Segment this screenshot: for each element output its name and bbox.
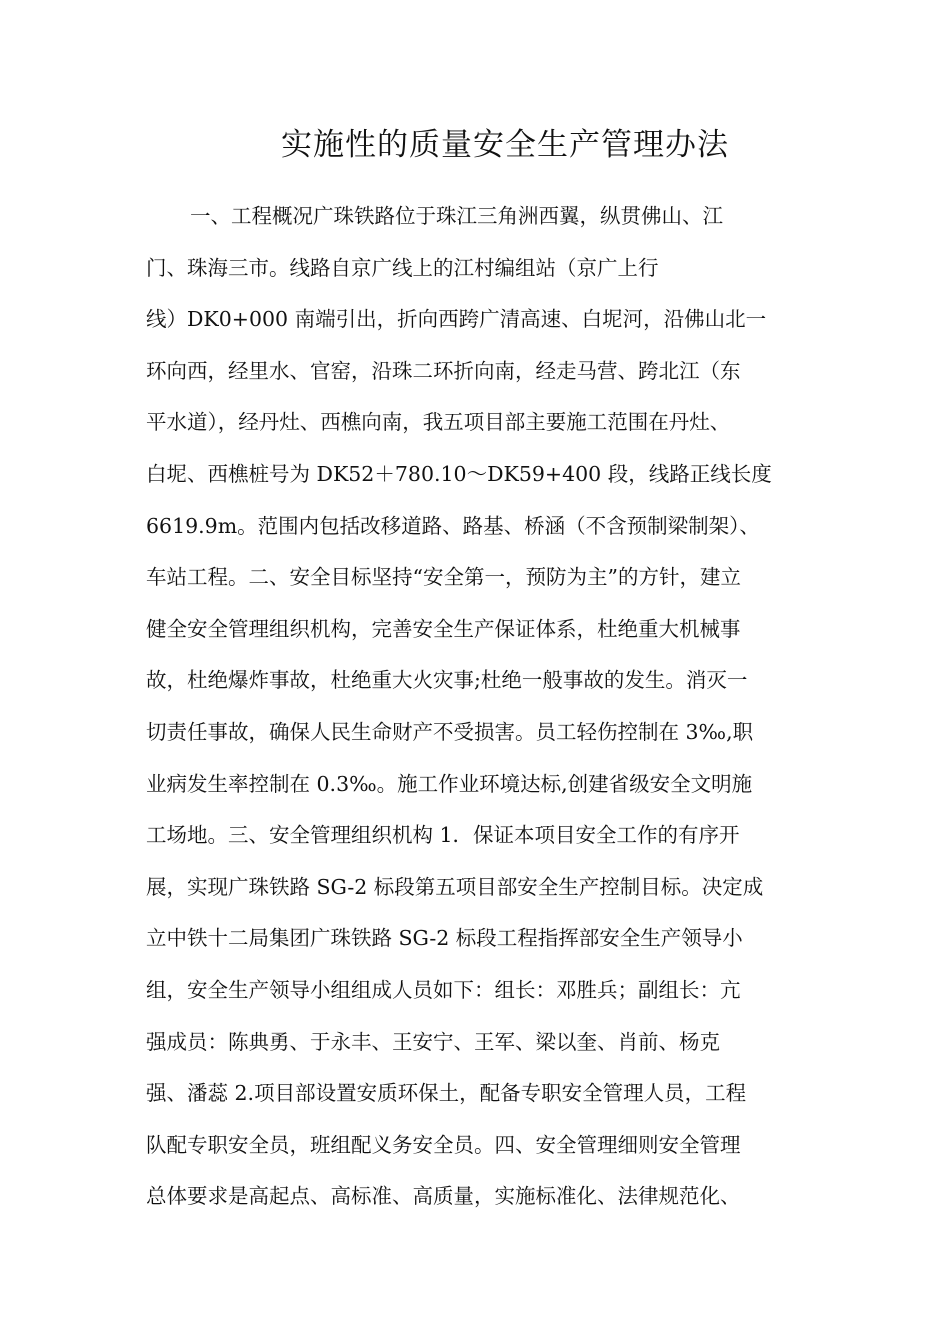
paragraph-line: 故，杜绝爆炸事故，杜绝重大火灾事;杜绝一般事故的发生。消灭一 — [146, 668, 748, 693]
paragraph-line: 立中铁十二局集团广珠铁路 SG-2 标段工程指挥部安全生产领导小 — [146, 926, 743, 951]
paragraph-line: 线）DK0+000 南端引出，折向西跨广清高速、白坭河，沿佛山北一 — [146, 307, 767, 332]
paragraph-line: 环向西，经里水、官窑，沿珠二环折向南，经走马营、跨北江（东 — [146, 358, 741, 383]
paragraph-line: 组，安全生产领导小组组成人员如下：组长：邓胜兵；副组长：亢 — [146, 977, 741, 1002]
paragraph-line: 一、工程概况广珠铁路位于珠江三角洲西翼，纵贯佛山、江 — [190, 204, 723, 228]
paragraph-line: 业病发生率控制在 0.3‰。施工作业环境达标,创建省级安全文明施 — [146, 771, 753, 796]
paragraph-line: 白坭、西樵桩号为 DK52＋780.10～DK59+400 段，线路正线长度 — [146, 461, 772, 486]
paragraph-line: 6619.9m。范围内包括改移道路、路基、桥涵（不含预制梁制架）、 — [146, 513, 760, 538]
document-title: 实施性的质量安全生产管理办法 — [281, 127, 729, 163]
document-body — [146, 191, 826, 1223]
paragraph-line: 切责任事故，确保人民生命财产不受损害。员工轻伤控制在 3‰,职 — [146, 719, 754, 744]
paragraph-line: 工场地。三、安全管理组织机构 1．保证本项目安全工作的有序开 — [146, 823, 740, 848]
paragraph-line: 车站工程。二、安全目标坚持“安全第一，预防为主”的方针，建立 — [146, 565, 741, 590]
paragraph-line: 队配专职安全员，班组配义务安全员。四、安全管理细则安全管理 — [146, 1132, 741, 1157]
paragraph-line: 总体要求是高起点、高标准、高质量，实施标准化、法律规范化、 — [146, 1184, 741, 1209]
paragraph-line: 展，实现广珠铁路 SG-2 标段第五项目部安全生产控制目标。决定成 — [146, 874, 764, 899]
paragraph-line: 强成员：陈典勇、于永丰、王安宁、王军、梁以奎、肖前、杨克 — [146, 1029, 720, 1054]
paragraph-line: 健全安全管理组织机构，完善安全生产保证体系，杜绝重大机械事 — [146, 616, 741, 641]
paragraph-line: 平水道），经丹灶、西樵向南，我五项目部主要施工范围在丹灶、 — [146, 410, 731, 435]
paragraph-line: 强、潘蕊 2.项目部设置安质环保土，配备专职安全管理人员，工程 — [146, 1081, 747, 1106]
paragraph-line: 门、珠海三市。线路自京广线上的江村编组站（京广上行 — [146, 255, 659, 280]
